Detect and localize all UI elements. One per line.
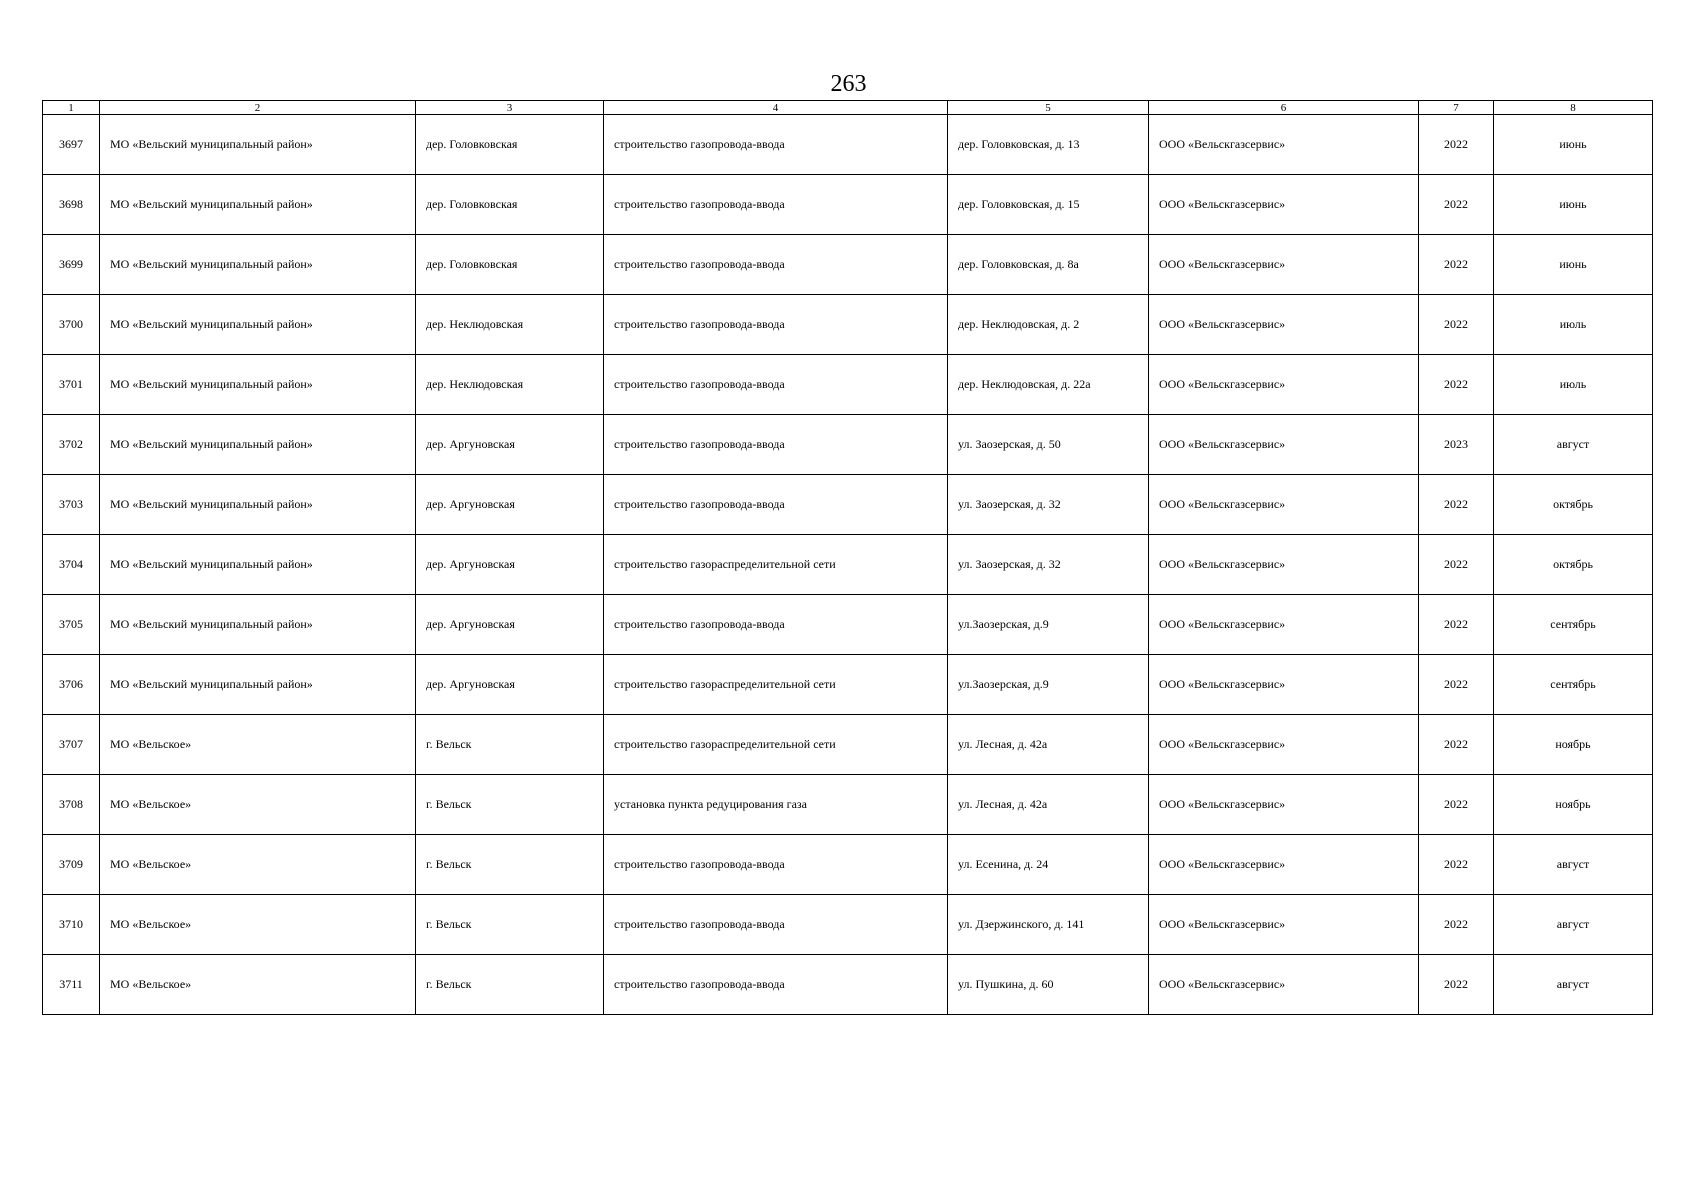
settlement-cell: г. Вельск <box>416 775 604 835</box>
month-cell: август <box>1494 955 1653 1015</box>
address-cell: дер. Головковская, д. 13 <box>948 115 1149 175</box>
table-row <box>43 715 1653 775</box>
work-type-cell: строительство газопровода-ввода <box>604 415 948 475</box>
work-type-cell: строительство газораспределительной сети <box>604 655 948 715</box>
municipality-cell: МО «Вельское» <box>100 775 416 835</box>
work-type-cell: строительство газопровода-ввода <box>604 295 948 355</box>
address-cell: ул. Заозерская, д. 50 <box>948 415 1149 475</box>
row-number: 3705 <box>43 595 100 655</box>
month-cell: июнь <box>1494 115 1653 175</box>
municipality-cell: МО «Вельский муниципальный район» <box>100 655 416 715</box>
settlement-cell: дер. Головковская <box>416 175 604 235</box>
work-type-cell: строительство газопровода-ввода <box>604 235 948 295</box>
work-type-cell: строительство газопровода-ввода <box>604 175 948 235</box>
column-header-3: 3 <box>416 101 604 115</box>
month-cell: август <box>1494 895 1653 955</box>
settlement-cell: дер. Головковская <box>416 115 604 175</box>
organization-cell: ООО «Вельскгазсервис» <box>1149 175 1419 235</box>
address-cell: дер. Неклюдовская, д. 2 <box>948 295 1149 355</box>
table-row <box>43 355 1653 415</box>
work-type-cell: строительство газопровода-ввода <box>604 475 948 535</box>
row-number: 3708 <box>43 775 100 835</box>
year-cell: 2022 <box>1419 475 1494 535</box>
row-number: 3697 <box>43 115 100 175</box>
municipality-cell: МО «Вельский муниципальный район» <box>100 175 416 235</box>
year-cell: 2022 <box>1419 535 1494 595</box>
table-row <box>43 415 1653 475</box>
organization-cell: ООО «Вельскгазсервис» <box>1149 295 1419 355</box>
settlement-cell: дер. Аргуновская <box>416 595 604 655</box>
organization-cell: ООО «Вельскгазсервис» <box>1149 715 1419 775</box>
organization-cell: ООО «Вельскгазсервис» <box>1149 895 1419 955</box>
municipality-cell: МО «Вельское» <box>100 835 416 895</box>
organization-cell: ООО «Вельскгазсервис» <box>1149 595 1419 655</box>
organization-cell: ООО «Вельскгазсервис» <box>1149 655 1419 715</box>
table-body <box>43 115 1653 1015</box>
page-number: 263 <box>830 71 867 97</box>
municipality-cell: МО «Вельский муниципальный район» <box>100 535 416 595</box>
work-type-cell: строительство газораспределительной сети <box>604 535 948 595</box>
organization-cell: ООО «Вельскгазсервис» <box>1149 475 1419 535</box>
column-header-5: 5 <box>948 101 1149 115</box>
settlement-cell: г. Вельск <box>416 955 604 1015</box>
work-type-cell: строительство газораспределительной сети <box>604 715 948 775</box>
municipality-cell: МО «Вельское» <box>100 955 416 1015</box>
organization-cell: ООО «Вельскгазсервис» <box>1149 235 1419 295</box>
column-header-4: 4 <box>604 101 948 115</box>
month-cell: ноябрь <box>1494 775 1653 835</box>
settlement-cell: г. Вельск <box>416 895 604 955</box>
month-cell: август <box>1494 835 1653 895</box>
settlement-cell: г. Вельск <box>416 835 604 895</box>
year-cell: 2022 <box>1419 655 1494 715</box>
work-type-cell: строительство газопровода-ввода <box>604 955 948 1015</box>
column-header-2: 2 <box>100 101 416 115</box>
organization-cell: ООО «Вельскгазсервис» <box>1149 835 1419 895</box>
address-cell: ул. Лесная, д. 42а <box>948 775 1149 835</box>
year-cell: 2022 <box>1419 175 1494 235</box>
row-number: 3707 <box>43 715 100 775</box>
year-cell: 2022 <box>1419 595 1494 655</box>
row-number: 3700 <box>43 295 100 355</box>
row-number: 3709 <box>43 835 100 895</box>
organization-cell: ООО «Вельскгазсервис» <box>1149 415 1419 475</box>
work-type-cell: установка пункта редуцирования газа <box>604 775 948 835</box>
year-cell: 2022 <box>1419 715 1494 775</box>
address-cell: ул. Есенина, д. 24 <box>948 835 1149 895</box>
row-number: 3704 <box>43 535 100 595</box>
column-header-6: 6 <box>1149 101 1419 115</box>
table-row <box>43 235 1653 295</box>
month-cell: октябрь <box>1494 475 1653 535</box>
address-cell: ул. Заозерская, д. 32 <box>948 475 1149 535</box>
municipality-cell: МО «Вельский муниципальный район» <box>100 475 416 535</box>
row-number: 3701 <box>43 355 100 415</box>
settlement-cell: дер. Аргуновская <box>416 475 604 535</box>
settlement-cell: дер. Аргуновская <box>416 415 604 475</box>
column-header-7: 7 <box>1419 101 1494 115</box>
table-row <box>43 955 1653 1015</box>
organization-cell: ООО «Вельскгазсервис» <box>1149 535 1419 595</box>
table-row <box>43 295 1653 355</box>
work-type-cell: строительство газопровода-ввода <box>604 835 948 895</box>
municipality-cell: МО «Вельский муниципальный район» <box>100 595 416 655</box>
address-cell: ул. Лесная, д. 42а <box>948 715 1149 775</box>
row-number: 3711 <box>43 955 100 1015</box>
table-row <box>43 835 1653 895</box>
row-number: 3703 <box>43 475 100 535</box>
municipality-cell: МО «Вельский муниципальный район» <box>100 355 416 415</box>
organization-cell: ООО «Вельскгазсервис» <box>1149 955 1419 1015</box>
municipality-cell: МО «Вельский муниципальный район» <box>100 415 416 475</box>
work-type-cell: строительство газопровода-ввода <box>604 595 948 655</box>
gasification-table <box>42 100 1653 1015</box>
table-row <box>43 475 1653 535</box>
settlement-cell: дер. Аргуновская <box>416 655 604 715</box>
work-type-cell: строительство газопровода-ввода <box>604 895 948 955</box>
year-cell: 2022 <box>1419 355 1494 415</box>
year-cell: 2023 <box>1419 415 1494 475</box>
year-cell: 2022 <box>1419 895 1494 955</box>
month-cell: сентябрь <box>1494 655 1653 715</box>
address-cell: дер. Головковская, д. 15 <box>948 175 1149 235</box>
year-cell: 2022 <box>1419 235 1494 295</box>
address-cell: ул.Заозерская, д.9 <box>948 655 1149 715</box>
organization-cell: ООО «Вельскгазсервис» <box>1149 355 1419 415</box>
municipality-cell: МО «Вельское» <box>100 895 416 955</box>
column-number-row <box>43 101 1653 115</box>
address-cell: ул. Дзержинского, д. 141 <box>948 895 1149 955</box>
table-row <box>43 115 1653 175</box>
settlement-cell: дер. Неклюдовская <box>416 295 604 355</box>
row-number: 3706 <box>43 655 100 715</box>
municipality-cell: МО «Вельский муниципальный район» <box>100 115 416 175</box>
column-header-8: 8 <box>1494 101 1653 115</box>
year-cell: 2022 <box>1419 775 1494 835</box>
settlement-cell: дер. Неклюдовская <box>416 355 604 415</box>
month-cell: июнь <box>1494 235 1653 295</box>
month-cell: июль <box>1494 355 1653 415</box>
municipality-cell: МО «Вельский муниципальный район» <box>100 235 416 295</box>
table-row <box>43 175 1653 235</box>
table-row <box>43 775 1653 835</box>
organization-cell: ООО «Вельскгазсервис» <box>1149 775 1419 835</box>
row-number: 3702 <box>43 415 100 475</box>
municipality-cell: МО «Вельское» <box>100 715 416 775</box>
month-cell: июнь <box>1494 175 1653 235</box>
address-cell: дер. Неклюдовская, д. 22а <box>948 355 1149 415</box>
table-row <box>43 655 1653 715</box>
month-cell: июль <box>1494 295 1653 355</box>
municipality-cell: МО «Вельский муниципальный район» <box>100 295 416 355</box>
address-cell: дер. Головковская, д. 8а <box>948 235 1149 295</box>
organization-cell: ООО «Вельскгазсервис» <box>1149 115 1419 175</box>
year-cell: 2022 <box>1419 955 1494 1015</box>
month-cell: август <box>1494 415 1653 475</box>
row-number: 3710 <box>43 895 100 955</box>
row-number: 3699 <box>43 235 100 295</box>
settlement-cell: г. Вельск <box>416 715 604 775</box>
month-cell: сентябрь <box>1494 595 1653 655</box>
address-cell: ул. Пушкина, д. 60 <box>948 955 1149 1015</box>
work-type-cell: строительство газопровода-ввода <box>604 355 948 415</box>
year-cell: 2022 <box>1419 115 1494 175</box>
work-type-cell: строительство газопровода-ввода <box>604 115 948 175</box>
address-cell: ул.Заозерская, д.9 <box>948 595 1149 655</box>
column-header-1: 1 <box>43 101 100 115</box>
table-row <box>43 595 1653 655</box>
month-cell: ноябрь <box>1494 715 1653 775</box>
year-cell: 2022 <box>1419 295 1494 355</box>
settlement-cell: дер. Аргуновская <box>416 535 604 595</box>
table-row <box>43 535 1653 595</box>
settlement-cell: дер. Головковская <box>416 235 604 295</box>
row-number: 3698 <box>43 175 100 235</box>
table-row <box>43 895 1653 955</box>
year-cell: 2022 <box>1419 835 1494 895</box>
month-cell: октябрь <box>1494 535 1653 595</box>
address-cell: ул. Заозерская, д. 32 <box>948 535 1149 595</box>
